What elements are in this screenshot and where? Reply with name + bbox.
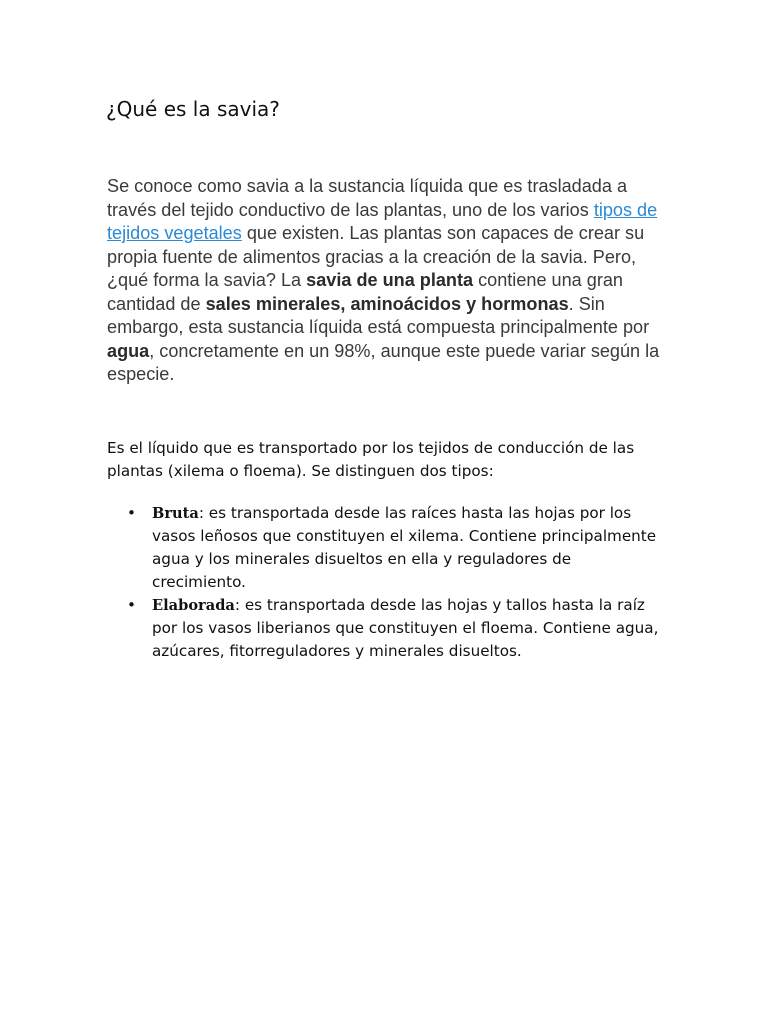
list-item-elaborada — [107, 594, 667, 663]
list-item-bruta — [107, 502, 667, 594]
desc-bruta: : es transportada desde las raíces hasta las hojas por los vasos leñosos que constituyen el xilema. Contiene principalmente agua y los minerales disueltos en ella y reguladores de crecimiento. — [152, 504, 657, 591]
sap-types-list — [107, 502, 667, 663]
page-title: ¿Qué es la savia? — [106, 97, 280, 121]
intro-text-3: contiene una gran cantidad de — [107, 270, 623, 314]
bullet-icon: • — [127, 596, 136, 614]
intro-text-2: que existen. Las plantas son capaces de crear su propia fuente de alimentos gracias a la creación de la savia. Pero, ¿qué forma la savia? La — [107, 223, 645, 290]
intro-text-5: , concretamente en un 98%, aunque este puede variar según la especie. — [107, 340, 660, 384]
desc-elaborada: : es transportada desde las hojas y tallos hasta la raíz por los vasos liberianos que constituyen el floema. Contiene agua, azúcares, fitorreguladores y minerales disueltos. — [152, 596, 659, 660]
tipos-de-tejidos-vegetales-link[interactable]: tipos de tejidos vegetales — [107, 199, 658, 243]
intro-text-1: Se conoce como savia a la sustancia líquida que es trasladada a través del tejido conductivo de las plantas, uno de los varios — [107, 176, 628, 220]
term-bruta: Bruta — [152, 505, 199, 522]
term-elaborada: Elaborada — [152, 597, 235, 614]
intro-bold-sales: sales minerales, aminoácidos y hormonas — [205, 293, 569, 314]
definition-paragraph: Es el líquido que es transportado por los tejidos de conducción de las plantas (xilema o floema). Se distinguen dos tipos: — [107, 439, 635, 480]
intro-bold-agua: agua — [107, 340, 150, 361]
intro-paragraph — [107, 175, 667, 387]
intro-bold-savia: savia de una planta — [306, 270, 474, 290]
intro-text-4: . Sin embargo, esta sustancia líquida está compuesta principalmente por — [107, 293, 650, 337]
bullet-icon: • — [127, 504, 136, 522]
